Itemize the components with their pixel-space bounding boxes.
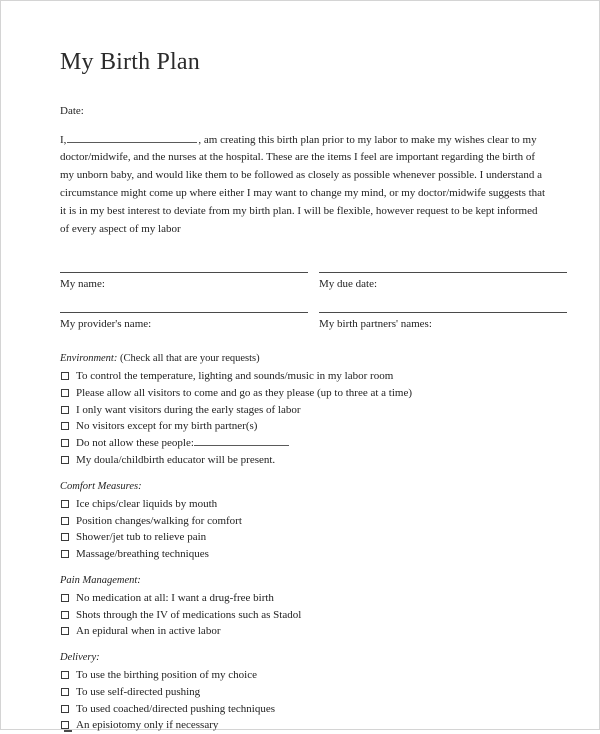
field-rule (60, 272, 308, 273)
list-item-label: Do not allow these people: (76, 437, 194, 450)
list-item[interactable] (60, 385, 553, 402)
section-heading (60, 479, 553, 494)
list-item-label: Please allow all visitors to come and go as they please (up to three at a time) (76, 386, 413, 399)
section-comfort-measures (60, 479, 553, 563)
section-delivery (60, 650, 553, 734)
list-item[interactable] (60, 529, 553, 546)
list-item-label: I only want visitors during the early stages of labor (76, 403, 301, 416)
list-item[interactable] (60, 623, 553, 640)
field-grid (60, 272, 553, 331)
page-title: My Birth Plan (60, 49, 200, 75)
list-item-label: To control the temperature, lighting and sounds/music in my labor room (76, 370, 394, 383)
list-item[interactable] (60, 452, 553, 469)
list-item-label: An episiotomy only if necessary (76, 719, 219, 732)
checkbox-icon[interactable] (61, 406, 69, 414)
field-my-name[interactable] (60, 272, 308, 291)
list-item-label: To use self-directed pushing (76, 685, 201, 698)
name-blank-line[interactable] (67, 132, 197, 142)
list-item[interactable] (60, 607, 553, 624)
date-field-label: Date: (60, 105, 84, 118)
checklist (60, 590, 553, 640)
section-heading-note: (Check all that are your requests) (117, 353, 260, 365)
section-heading (60, 573, 553, 588)
list-item-label: No medication at all: I want a drug-free birth (76, 591, 274, 604)
list-item[interactable] (60, 496, 553, 513)
checkbox-icon[interactable] (61, 627, 69, 635)
list-item[interactable] (60, 701, 553, 718)
checkbox-icon[interactable] (61, 721, 69, 729)
field-my-providers-name[interactable] (60, 312, 308, 331)
field-label: My due date: (319, 278, 378, 291)
field-label: My provider's name: (60, 317, 152, 330)
list-item-label: Shower/jet tub to relieve pain (76, 531, 207, 544)
checkbox-icon[interactable] (61, 439, 69, 447)
field-rule (319, 272, 567, 273)
section-heading-label: Delivery: (60, 652, 100, 664)
intro-paragraph (60, 132, 548, 239)
section-pain-management (60, 573, 553, 640)
list-item-label: Massage/breathing techniques (76, 547, 209, 560)
field-my-due-date[interactable] (319, 272, 567, 291)
checkbox-icon[interactable] (61, 517, 69, 525)
list-item[interactable] (60, 546, 553, 563)
list-item-label: Ice chips/clear liquids by mouth (76, 497, 218, 510)
checkbox-icon[interactable] (61, 705, 69, 713)
field-my-birth-partners-names[interactable] (319, 312, 567, 331)
list-item-label: Position changes/walking for comfort (76, 514, 242, 527)
checklist (60, 496, 553, 563)
field-rule (60, 312, 308, 313)
list-item[interactable] (60, 402, 553, 419)
list-item[interactable] (60, 418, 553, 435)
checklist (60, 368, 553, 468)
field-row (60, 312, 553, 331)
list-item[interactable] (60, 717, 553, 734)
checklist (60, 667, 553, 734)
section-heading (60, 650, 553, 665)
field-label: My name: (60, 278, 105, 291)
checkbox-icon[interactable] (61, 456, 69, 464)
section-heading-label: Comfort Measures: (60, 480, 142, 492)
checklist-sections (60, 351, 553, 734)
list-item-wrap (76, 435, 289, 452)
checkbox-icon[interactable] (61, 671, 69, 679)
checkbox-icon[interactable] (61, 594, 69, 602)
checkbox-icon[interactable] (61, 422, 69, 430)
checkbox-icon[interactable] (61, 611, 69, 619)
section-environment (60, 351, 553, 469)
list-item-label: Shots through the IV of medications such as Stadol (76, 608, 302, 621)
intro-body: , am creating this birth plan prior to my labor to make my wishes clear to my doctor/midwife, and the nurses at the hospital. These are the items I feel are important regarding the birth of my unborn baby, and would like them to be followed as closely as possible whenever possible. I understand a circumstance might come up where either I may want to change my mind, or my doctor/midwife suggests that it is in my best interest to deviate from my birth plan. I will be flexible, however request to be kept informed of every aspect of my labor (60, 133, 546, 235)
list-item[interactable] (60, 684, 553, 701)
list-item[interactable] (60, 513, 553, 530)
list-item-label: My doula/childbirth educator will be present. (76, 453, 276, 466)
list-item[interactable] (60, 590, 553, 607)
checkbox-icon[interactable] (61, 372, 69, 380)
list-item-label: No visitors except for my birth partner(s) (76, 420, 258, 433)
section-heading (60, 351, 553, 366)
checkbox-icon[interactable] (61, 533, 69, 541)
section-heading-label: Pain Management: (60, 574, 141, 586)
list-item[interactable] (60, 368, 553, 385)
section-heading-label: Environment: (60, 353, 118, 365)
list-item[interactable] (60, 435, 553, 452)
list-item-label: An epidural when in active labor (76, 625, 221, 638)
checkbox-icon[interactable] (61, 688, 69, 696)
list-item[interactable] (60, 667, 553, 684)
list-item-label: To used coached/directed pushing techniques (76, 702, 275, 715)
list-item-label: To use the birthing position of my choice (76, 669, 258, 682)
field-row (60, 272, 553, 291)
field-rule (319, 312, 567, 313)
checkbox-icon[interactable] (61, 500, 69, 508)
write-in-blank-line[interactable] (194, 436, 289, 446)
checkbox-icon[interactable] (61, 550, 69, 558)
field-label: My birth partners' names: (319, 317, 432, 330)
checkbox-icon[interactable] (61, 389, 69, 397)
intro-lead: I, (60, 133, 67, 146)
